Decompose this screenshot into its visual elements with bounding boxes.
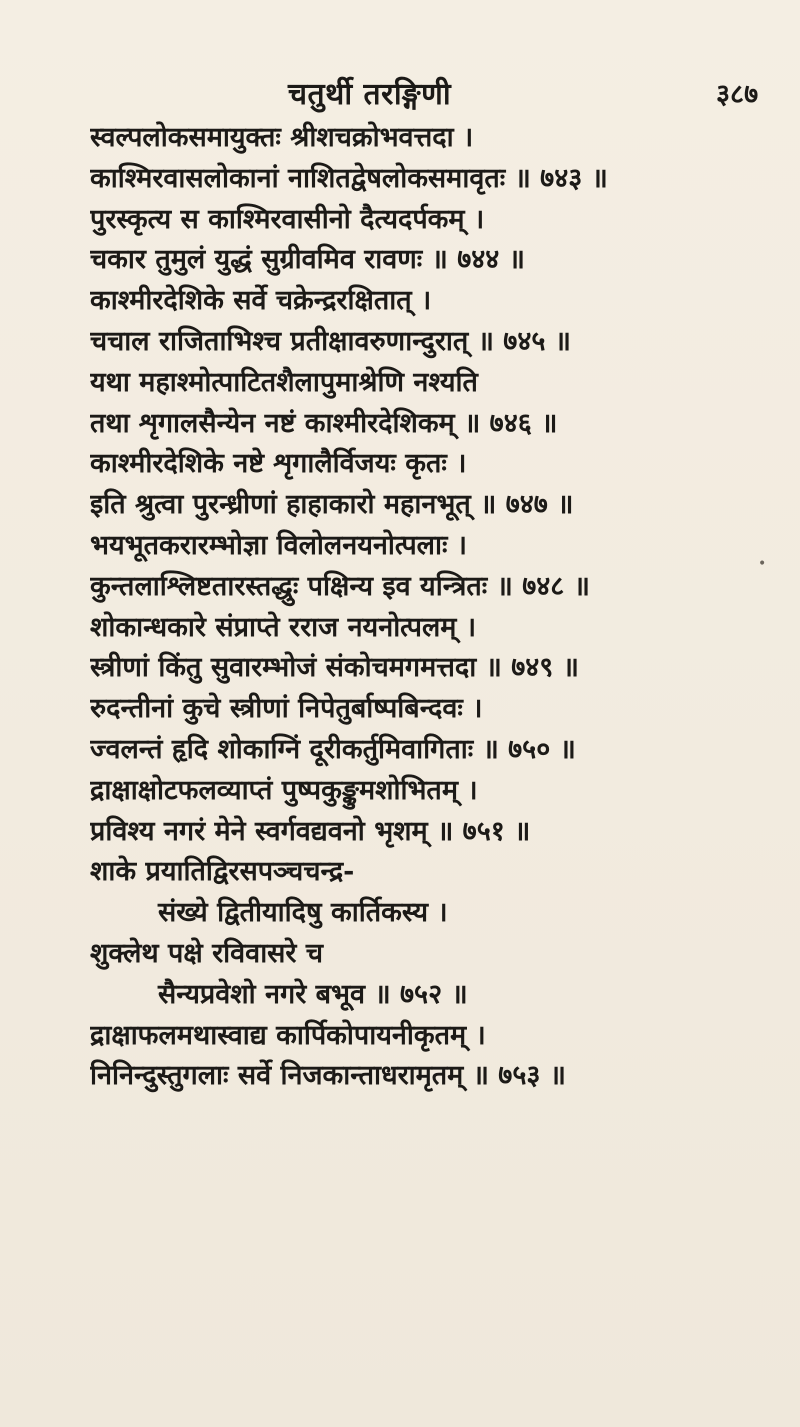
verse-line: शुक्लेथ पक्षे रविवासरे च: [90, 937, 324, 969]
verse-line: कुन्तलाश्लिष्टतारस्तद्धुः पक्षिन्य इव यन्त्रितः ॥ ७४८ ॥: [90, 570, 590, 602]
verse-line: सैन्यप्रवेशो नगरे बभूव ॥ ७५२ ॥: [158, 978, 468, 1010]
page-number: ३८७: [716, 79, 759, 110]
verse-line: पुरस्कृत्य स काश्मिरवासीनो दैत्यदर्पकम् ।: [90, 203, 485, 235]
verse-line: ज्वलन्तं हृदि शोकाग्निं दूरीकर्तुमिवागिताः ॥ ७५० ॥: [90, 733, 576, 765]
verse-line: स्त्रीणां किंतु सुवारम्भोजं संकोचमगमत्तदा ॥ ७४९ ॥: [90, 652, 579, 684]
verse-line: चकार तुमुलं युद्धं सुग्रीवमिव रावणः ॥ ७४४ ॥: [90, 244, 525, 276]
verse-line: निनिन्दुस्तुगलाः सर्वे निजकान्ताधरामृतम् ॥ ७५३ ॥: [90, 1060, 566, 1092]
running-title: चतुर्थी तरङ्गिणी: [288, 77, 452, 112]
verse-line: तथा शृगालसैन्येन नष्टं काश्मीरदेशिकम् ॥ ७४६ ॥: [90, 407, 558, 439]
verse-line: शोकान्धकारे संप्राप्ते रराज नयनोत्पलम् ।: [90, 611, 477, 643]
verse-line: द्राक्षाफलमथास्वाद्य कार्पिकोपायनीकृतम् ।: [90, 1019, 486, 1051]
verse-line: द्राक्षाक्षोटफलव्याप्तं पुष्पकुङ्कुमशोभितम् ।: [90, 774, 478, 806]
verse-line: शाके प्रयातिद्विरसपञ्चचन्द्र-: [90, 856, 355, 888]
verse-block: [90, 118, 770, 1097]
verse-line: रुदन्तीनां कुचे स्त्रीणां निपेतुर्बाष्पबिन्दवः ।: [90, 693, 483, 725]
verse-line: काश्मीरदेशिके नष्टे शृगालैर्विजयः कृतः ।: [90, 448, 467, 480]
verse-line: यथा महाश्मोत्पाटितशैलापुमाश्रेणि नश्यति: [90, 366, 478, 398]
verse-line: भयभूतकरारम्भोज्ञा विलोलनयनोत्पलाः ।: [90, 529, 468, 561]
verse-line: काश्मीरदेशिके सर्वे चक्रेन्द्ररक्षितात् ।: [90, 285, 432, 317]
verse-line: इति श्रुत्वा पुरन्ध्रीणां हाहाकारो महानभूत् ॥ ७४७ ॥: [90, 489, 574, 521]
verse-line: प्रविश्य नगरं मेने स्वर्गवद्यवनो भृशम् ॥ ७५१ ॥: [90, 815, 531, 847]
running-head: [0, 72, 800, 112]
margin-dot: •: [758, 556, 767, 572]
verse-line: काश्मिरवासलोकानां नाशितद्वेषलोकसमावृतः ॥ ७४३ ॥: [90, 162, 608, 194]
verse-line: संख्ये द्वितीयादिषु कार्तिकस्य ।: [158, 897, 448, 929]
verse-line: स्वल्पलोकसमायुक्तः श्रीशचक्रोभवत्तदा ।: [90, 122, 474, 153]
verse-line: चचाल राजिताभिश्च प्रतीक्षावरुणान्दुरात् ॥ ७४५ ॥: [90, 325, 571, 357]
